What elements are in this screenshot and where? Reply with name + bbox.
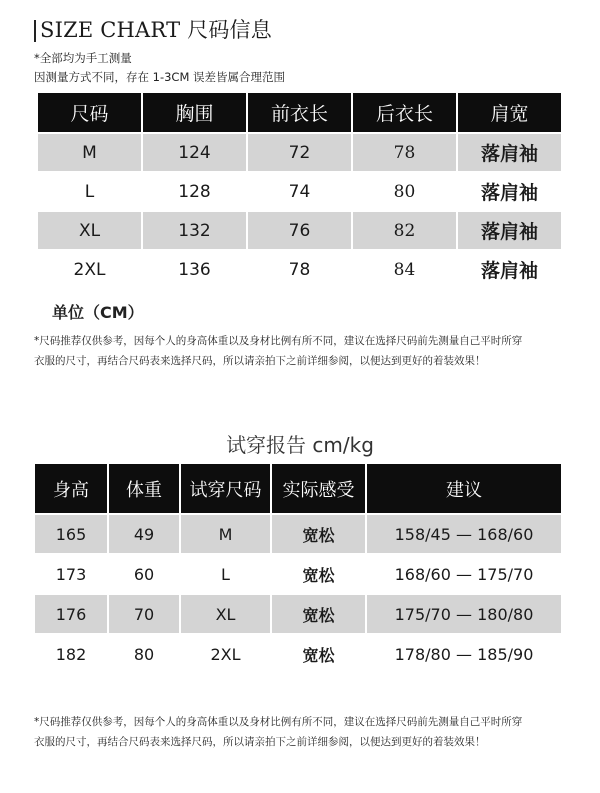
- cell-feel: 宽松: [271, 554, 366, 594]
- cell-shoulder: 落肩袖: [457, 211, 562, 250]
- header-back-length: 后衣长: [352, 93, 457, 133]
- cell-weight: 49: [108, 514, 180, 554]
- cell-weight: 70: [108, 594, 180, 634]
- cell-size: XL: [38, 211, 142, 250]
- header-front-length: 前衣长: [247, 93, 352, 133]
- tolerance-note: 因测量方式不同，存在 1-3CM 误差皆属合理范围: [34, 70, 286, 84]
- table-row: [35, 594, 562, 634]
- cell-feel: 宽松: [271, 594, 366, 634]
- cell-size: M: [38, 133, 142, 172]
- cell-height: 176: [35, 594, 108, 634]
- cell-tried-size: XL: [180, 594, 271, 634]
- fit-report-table: [35, 464, 563, 675]
- cell-tried-size: 2XL: [180, 634, 271, 674]
- header-shoulder: 肩宽: [457, 93, 562, 133]
- size-advice-line-1: *尺码推荐仅供参考，因每个人的身高体重以及身材比例有所不同，建议在选择尺码前先测量自己平时所穿: [34, 335, 523, 347]
- cell-height: 165: [35, 514, 108, 554]
- table-row: [38, 211, 562, 250]
- cell-front-length: 74: [247, 172, 352, 211]
- header-size: 尺码: [38, 93, 142, 133]
- cell-shoulder: 落肩袖: [457, 172, 562, 211]
- page-title: SIZE CHART 尺码信息: [40, 18, 272, 42]
- cell-back-length: 78: [352, 133, 457, 172]
- cell-size: 2XL: [38, 250, 142, 289]
- cell-suggestion: 178/80 — 185/90: [366, 634, 562, 674]
- cell-feel: 宽松: [271, 514, 366, 554]
- fit-report-title: 试穿报告 cm/kg: [226, 433, 374, 457]
- header-suggestion: 建议: [366, 464, 562, 514]
- title-accent-bar: [34, 20, 36, 42]
- cell-weight: 60: [108, 554, 180, 594]
- cell-size: L: [38, 172, 142, 211]
- cell-shoulder: 落肩袖: [457, 133, 562, 172]
- cell-back-length: 84: [352, 250, 457, 289]
- size-table-header: [38, 93, 562, 133]
- cell-suggestion: 168/60 — 175/70: [366, 554, 562, 594]
- size-advice-note: [34, 331, 574, 371]
- cell-suggestion: 158/45 — 168/60: [366, 514, 562, 554]
- header-height: 身高: [35, 464, 108, 514]
- fit-table-header: [35, 464, 562, 514]
- fit-advice-line-2: 衣服的尺寸，再结合尺码表来选择尺码，所以请亲拍下之前详细参阅，以便达到更好的着装效果！: [34, 736, 486, 748]
- cell-back-length: 80: [352, 172, 457, 211]
- fit-advice-line-1: *尺码推荐仅供参考，因每个人的身高体重以及身材比例有所不同，建议在选择尺码前先测量自己平时所穿: [34, 716, 523, 728]
- cell-chest: 132: [142, 211, 247, 250]
- cell-chest: 124: [142, 133, 247, 172]
- measure-note: *全部均为手工测量: [34, 51, 132, 65]
- table-row: [35, 554, 562, 594]
- header-weight: 体重: [108, 464, 180, 514]
- cell-shoulder: 落肩袖: [457, 250, 562, 289]
- cell-height: 182: [35, 634, 108, 674]
- fit-advice-note: [34, 712, 574, 752]
- cell-tried-size: L: [180, 554, 271, 594]
- table-row: [38, 172, 562, 211]
- cell-tried-size: M: [180, 514, 271, 554]
- cell-front-length: 72: [247, 133, 352, 172]
- cell-weight: 80: [108, 634, 180, 674]
- cell-height: 173: [35, 554, 108, 594]
- table-row: [38, 250, 562, 289]
- table-row: [35, 514, 562, 554]
- cell-chest: 128: [142, 172, 247, 211]
- cell-chest: 136: [142, 250, 247, 289]
- header-chest: 胸围: [142, 93, 247, 133]
- page-title-row: [34, 14, 272, 44]
- cell-back-length: 82: [352, 211, 457, 250]
- size-advice-line-2: 衣服的尺寸，再结合尺码表来选择尺码，所以请亲拍下之前详细参阅，以便达到更好的着装效果！: [34, 355, 486, 367]
- cell-front-length: 76: [247, 211, 352, 250]
- table-row: [35, 634, 562, 674]
- cell-feel: 宽松: [271, 634, 366, 674]
- unit-label: 单位（CM）: [52, 303, 144, 322]
- header-feel: 实际感受: [271, 464, 366, 514]
- size-chart-table: [38, 93, 563, 290]
- table-row: [38, 133, 562, 172]
- cell-suggestion: 175/70 — 180/80: [366, 594, 562, 634]
- cell-front-length: 78: [247, 250, 352, 289]
- header-tried-size: 试穿尺码: [180, 464, 271, 514]
